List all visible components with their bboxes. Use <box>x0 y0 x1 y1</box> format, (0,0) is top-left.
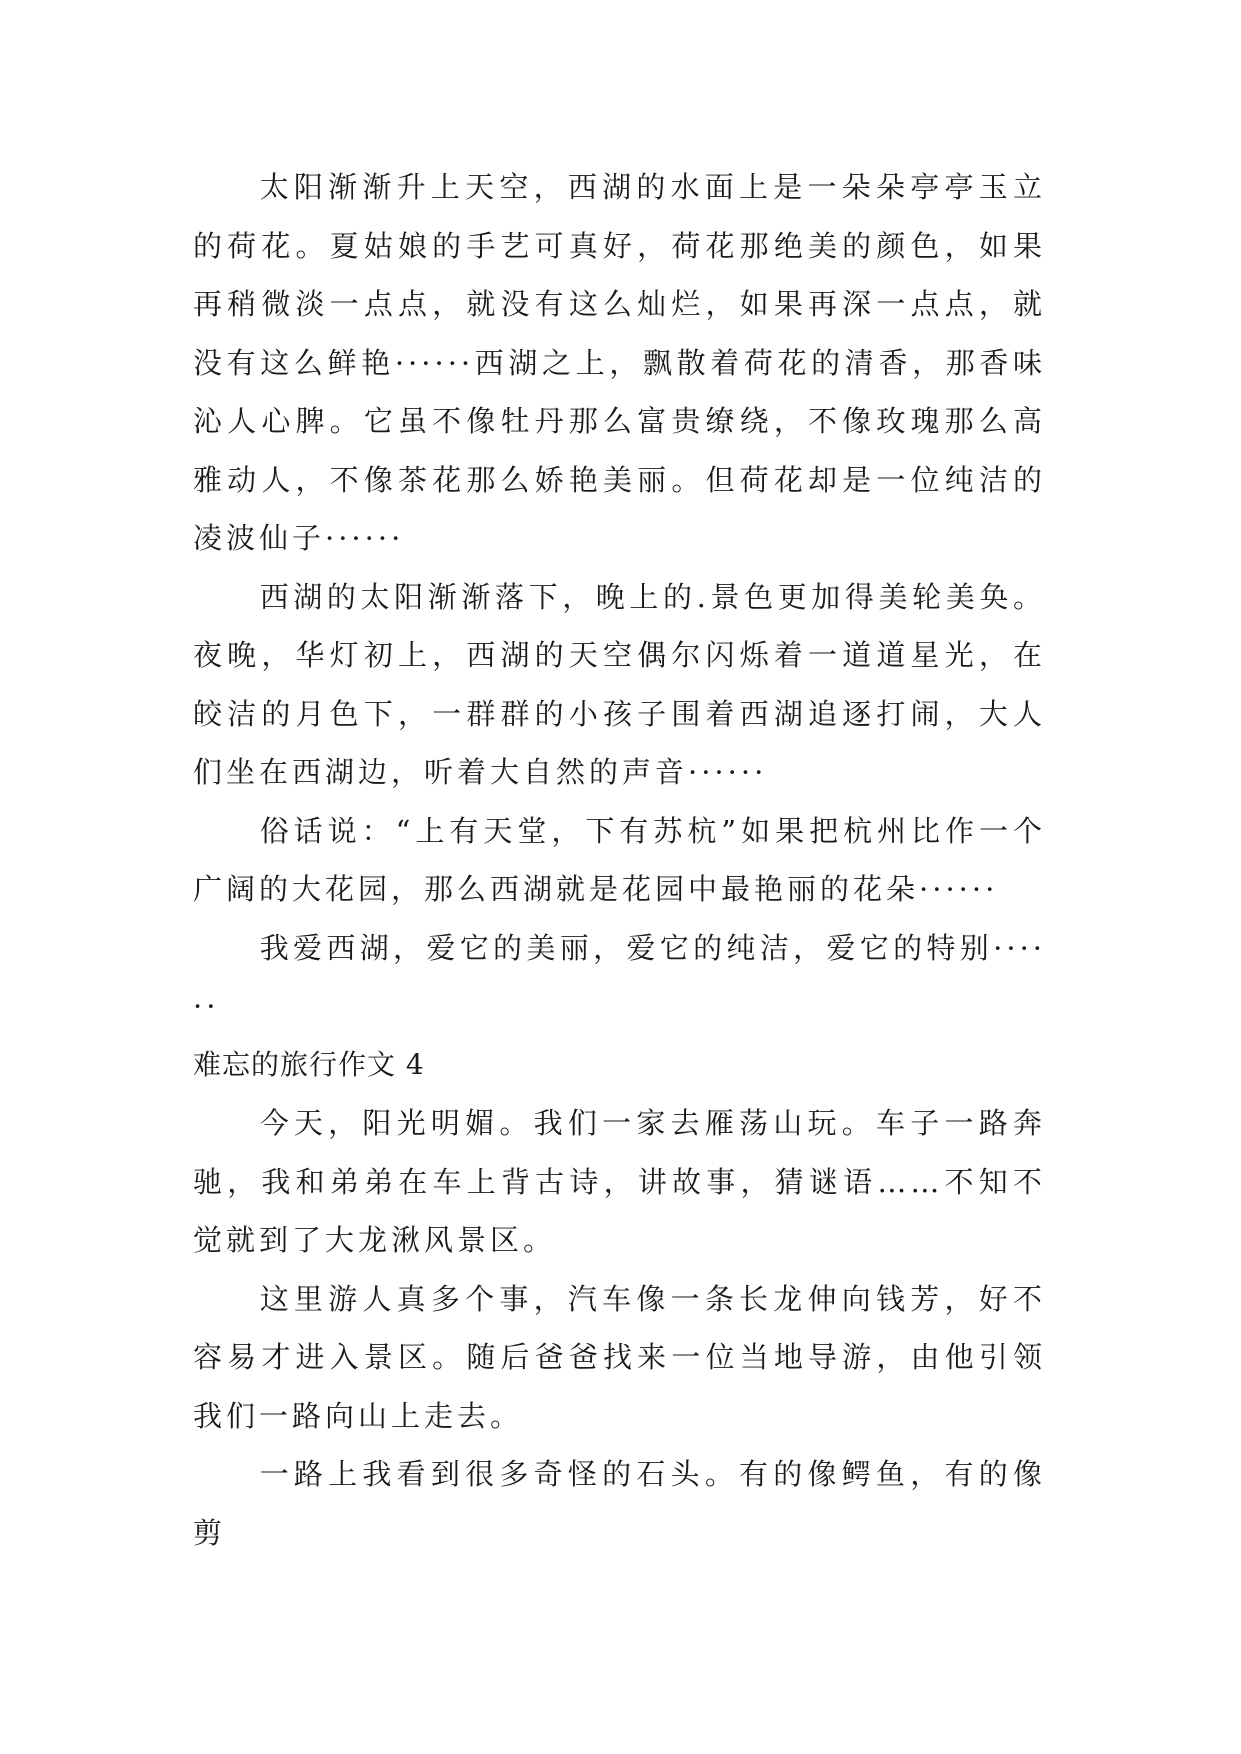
paragraph-proverb: 俗话说：“上有天堂，下有苏杭”如果把杭州比作一个广阔的大花园，那么西湖就是花园中最艳丽的花朵······ <box>193 813 1046 906</box>
paragraph-rocks: 一路上我看到很多奇怪的石头。有的像鳄鱼，有的像剪 <box>193 1457 1046 1550</box>
document-page <box>193 158 1046 1562</box>
section-heading: 难忘的旅行作文 4 <box>193 1047 425 1081</box>
paragraph-west-lake-night: 西湖的太阳渐渐落下，晚上的.景色更加得美轮美奂。夜晚，华灯初上，西湖的天空偶尔闪烁着一道道星光，在皎洁的月色下，一群群的小孩子围着西湖追逐打闹，大人们坐在西湖边，听着大自然的声音······ <box>193 579 1046 789</box>
paragraph-trip-start: 今天，阳光明媚。我们一家去雁荡山玩。车子一路奔驰，我和弟弟在车上背古诗，讲故事，猜谜语……不知不觉就到了大龙湫风景区。 <box>193 1106 1046 1257</box>
paragraph-tourists: 这里游人真多个事，汽车像一条长龙伸向钱芳，好不容易才进入景区。随后爸爸找来一位当地导游，由他引领我们一路向山上走去。 <box>193 1281 1046 1433</box>
paragraph-love-west-lake: 我爱西湖，爱它的美丽，爱它的纯洁，爱它的特别······ <box>193 930 1046 1023</box>
paragraph-west-lake-lotus: 太阳渐渐升上天空，西湖的水面上是一朵朵亭亭玉立的荷花。夏姑娘的手艺可真好，荷花那绝美的颜色，如果再稍微淡一点点，就没有这么灿烂，如果再深一点点，就没有这么鲜艳······西湖之上，飘散着荷花的清香，那香味沁人心脾。它虽不像牡丹那么富贵缭绕，不像玫瑰那么高雅动人，不像茶花那么娇艳美丽。但荷花却是一位纯洁的凌波仙子······ <box>193 170 1046 555</box>
